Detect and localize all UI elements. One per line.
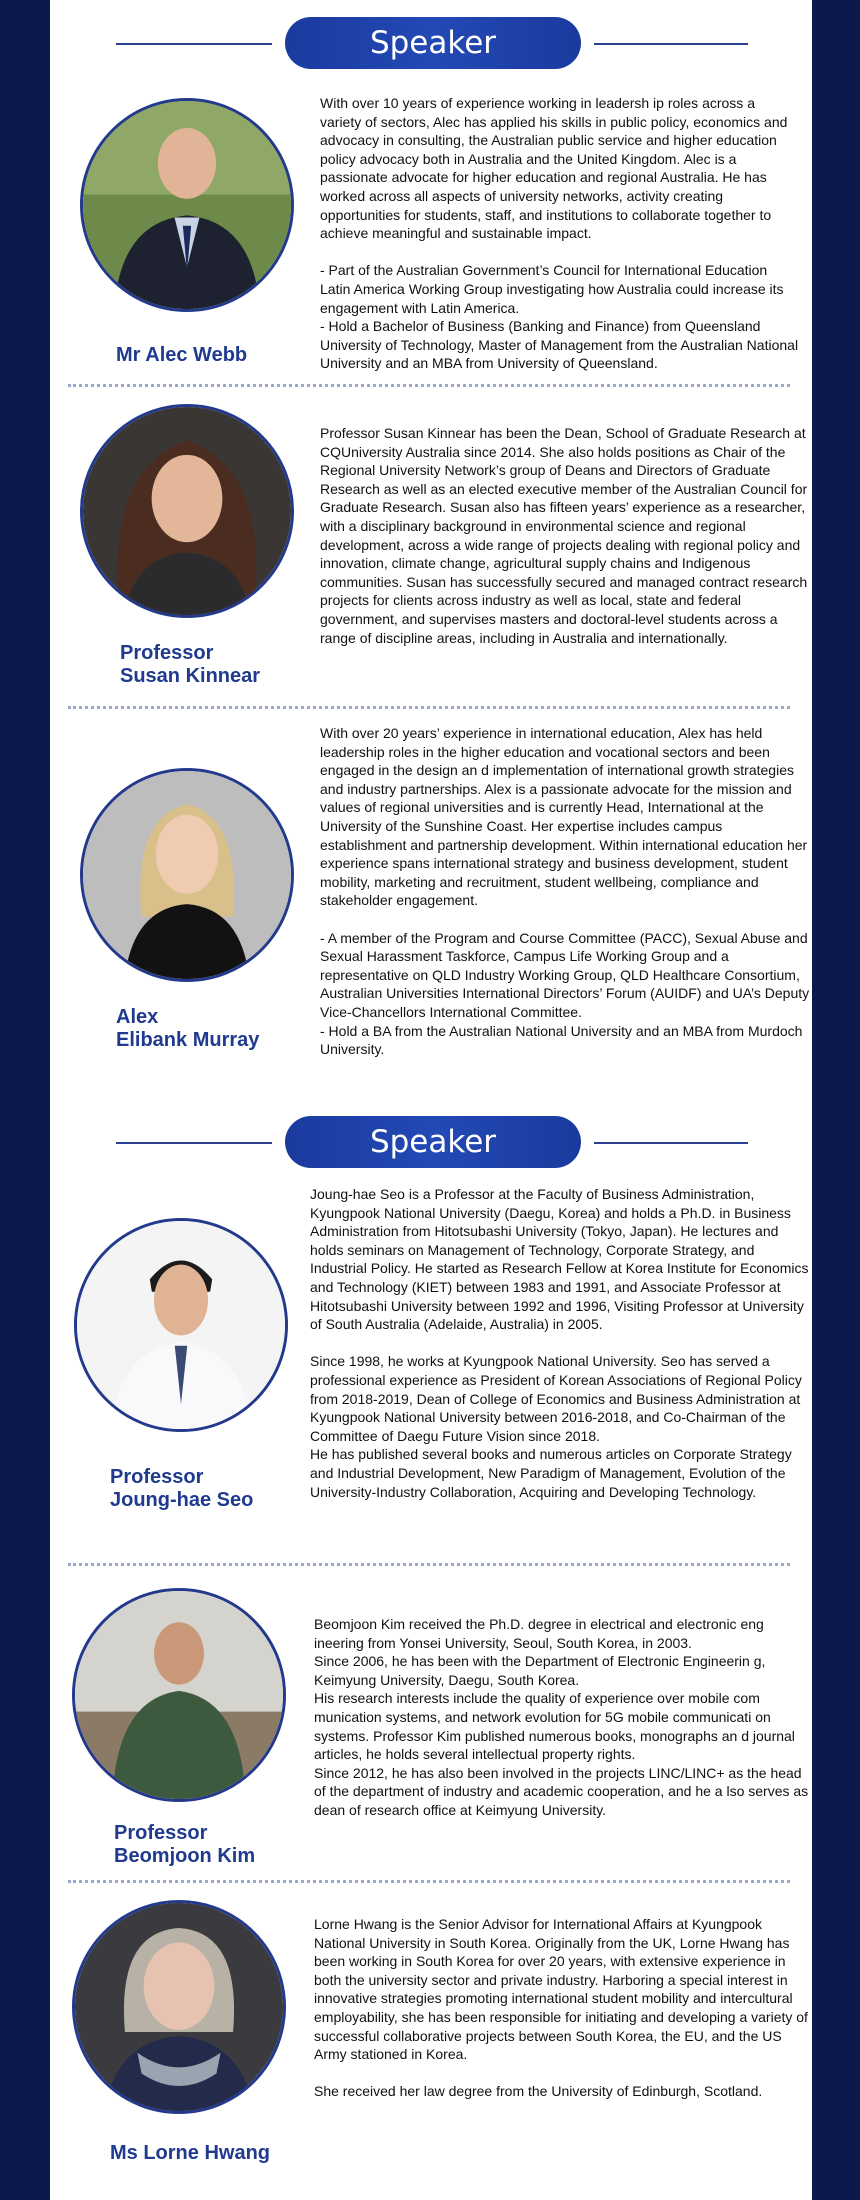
speaker-photo [80, 98, 294, 312]
speaker-name: Professor Beomjoon Kim [114, 1822, 256, 1867]
section-divider [68, 706, 790, 709]
header-rule-right [594, 43, 748, 45]
speaker-bio: With over 20 years’ experience in international education, Alex has held leadership roles in the higher education and vocational sectors and been engaged in the design an d implementation of international growth strategies and industry partnerships. Alex is a passionate advocate for the mission and values of regional universities and is currently Head, International at the University of the Sunshine Coast. Her expertise includes campus establishment and partnership development. Within international education her experience spans international strategy and business development, student mobility, marketing and recruitment, student wellbeing, compliance and stakeholder engagement. - A member of the Program and Course Committee (PACC), Sexual Abuse and Sexual Harassment Taskforce, Campus Life Working Group and a representative on QLD Industry Working Group, QLD Healthcare Consortium, Australian Universities International Directors’ Forum (AUIDF) and UA’s Deputy Vice-Chancellors International Committee. - Hold a BA from the Australian National University and an MBA from Murdoch University. [320, 725, 810, 1058]
header-rule-right [594, 1142, 748, 1144]
speaker-name: Ms Lorne Hwang [110, 2142, 271, 2164]
speaker-photo [80, 768, 294, 982]
speaker-heading: Speaker [285, 17, 581, 69]
header-rule-left [116, 43, 272, 45]
speaker-photo [80, 404, 294, 618]
speaker-bio: With over 10 years of experience working in leadersh ip roles across a variety of sectors, Alec has applied his skills in public policy, economics and advocacy in consulting, the Australian public service and higher education policy advocacy both in Australia and the United Kingdom. Alec is a passionate advocate for higher education and regional Australia. He has worked across all aspects of university networks, activity creating opportunities for students, staff, and institutions to collaborate together to achieve meaningful and sustainable impact. - Part of the Australian Government’s Council for International Education Latin America Working Group investigating how Australia could increase its engagement with Latin America. - Hold a Bachelor of Business (Banking and Finance) from Queensland University of Technology, Master of Management from the Australian National University and an MBA from University of Queensland. [320, 95, 799, 372]
section-divider [68, 1880, 790, 1883]
speaker-name: Alex Elibank Murray [116, 1006, 260, 1051]
speaker-name: Professor Susan Kinnear [120, 642, 261, 687]
speaker-name: Professor Joung-hae Seo [110, 1466, 254, 1511]
speaker-bio: Lorne Hwang is the Senior Advisor for International Affairs at Kyungpook National University in South Korea. Originally from the UK, Lorne Hwang has been working in South Korea for over 20 years, with extensive experience in both the university sector and private industry. Harboring a special interest in innovative strategies promoting international student mobility and intercultural employability, she has been responsible for initiating and developing a variety of successful collaborative projects between South Korea, the EU, and the US Army stationed in Korea. She received her law degree from the University of Edinburgh, Scotland. [314, 1916, 808, 2100]
header-rule-left [116, 1142, 272, 1144]
speaker-bio: Beomjoon Kim received the Ph.D. degree in electrical and electronic eng ineering from Yonsei University, Seoul, South Korea, in 2003. Since 2006, he has been with the Department of Electronic Engineerin g, Keimyung University, Daegu, South Korea. His research interests include the quality of experience over mobile com munication systems, and network evolution for 5G mobile communicati on systems. Professor Kim published numerous books, monographs an d journal articles, he holds several intellectual property rights. Since 2012, he has also been involved in the projects LINC/LINC+ as the head of the department of industry and academic cooperation, and he a lso serves as dean of research office at Keimyung University. [314, 1616, 809, 1818]
speaker-page [50, 0, 812, 2200]
speaker-heading: Speaker [285, 1116, 581, 1168]
section-divider [68, 384, 790, 387]
speaker-bio: Joung-hae Seo is a Professor at the Faculty of Business Administration, Kyungpook National University (Daegu, Korea) and holds a Ph.D. in Business Administration from Hitotsubashi University (Tokyo, Japan). He lectures and holds seminars on Management of Technology, Corporate Strategy, and Industrial Policy. He started as Research Fellow at Korea Institute for Economics and Technology (KIET) between 1983 and 1991, and Associate Professor at Hitotsubashi University between 1992 and 1996, Visiting Professor at University of South Australia (Adelaide, Australia) in 2005. Since 1998, he works at Kyungpook National University. Seo has served a professional experience as President of Korean Associations of Regional Policy from 2018-2019, Dean of College of Economics and Business Administration at Kyungpook National University between 2016-2018, and Co-Chairman of the Committee of Daegu Future Vision since 2018. He has published several books and numerous articles on Corporate Strategy and Industrial Development, New Paradigm of Management, Evolution of the University-Industry Collaboration, Acquiring and Developing Technology. [310, 1186, 809, 1500]
speaker-name: Mr Alec Webb [116, 344, 248, 366]
speaker-photo [74, 1218, 288, 1432]
speaker-bio: Professor Susan Kinnear has been the Dean, School of Graduate Research at CQUniversity Australia since 2014. She also holds positions as Chair of the Regional University Network’s group of Deans and Directors of Graduate Research as well as an elected executive member of the Australian Council for Graduate Research. Susan also has fifteen years’ experience as a researcher, with a disciplinary background in environmental science and regional development, across a wide range of projects dealing with regional policy and innovation, climate change, agricultural supply chains and Indigenous communities. Susan has successfully secured and managed contract research projects for clients across industry as well as local, state and federal government, and supervises masters and doctoral-level students across a range of discipline areas, including in Australia and internationally. [320, 425, 808, 646]
speaker-section-header [50, 1116, 812, 1170]
section-divider [68, 1563, 790, 1566]
speaker-section-header [50, 17, 812, 71]
speaker-photo [72, 1900, 286, 2114]
speaker-photo [72, 1588, 286, 1802]
